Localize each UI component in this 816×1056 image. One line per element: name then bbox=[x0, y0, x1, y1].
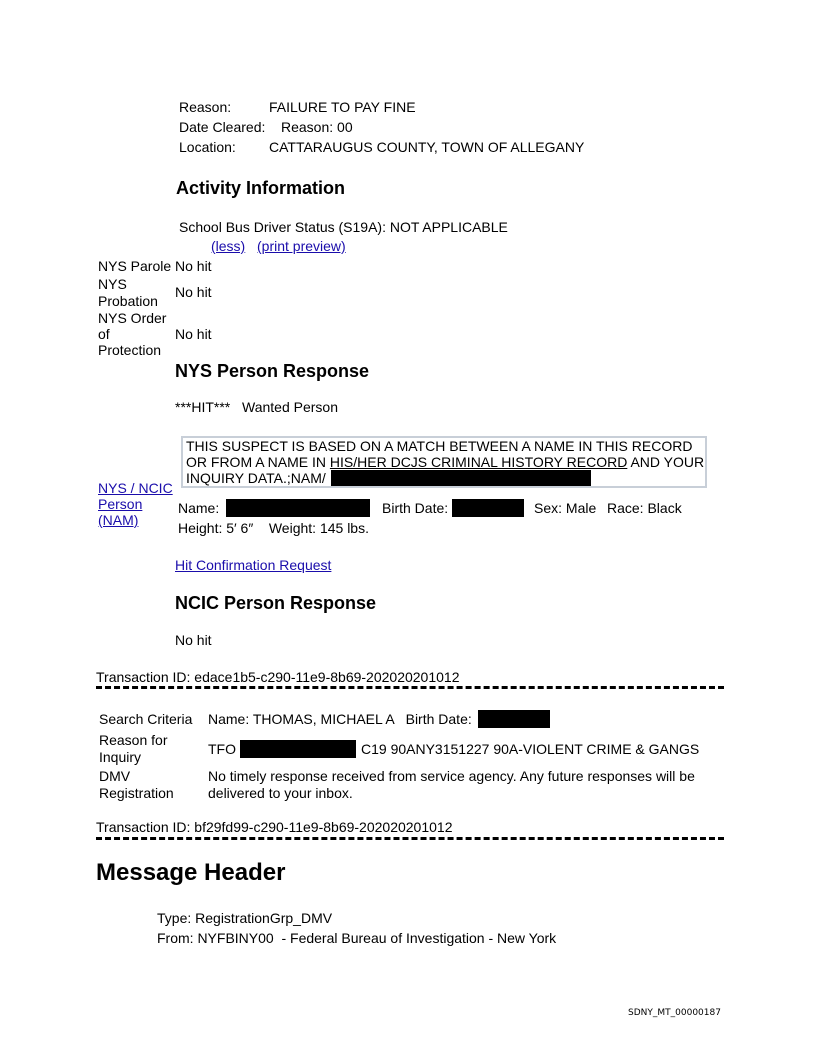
nys-parole-label: NYS Parole bbox=[98, 258, 172, 274]
match-notice-box bbox=[181, 436, 707, 488]
height-weight: Height: 5′ 6″ Weight: 145 lbs. bbox=[178, 520, 369, 536]
reason-for-inquiry-label: Reason for Inquiry bbox=[99, 732, 168, 765]
divider bbox=[96, 686, 724, 689]
transaction-id-2: Transaction ID: bf29fd99-c290-11e9-8b69-202020201012 bbox=[96, 819, 453, 835]
hit-confirmation-link[interactable]: Hit Confirmation Request bbox=[175, 557, 332, 573]
race-value: Race: Black bbox=[607, 500, 682, 516]
reason-for-inquiry-value: C19 90ANY3151227 90A-VIOLENT CRIME & GANGS bbox=[361, 741, 700, 757]
message-from: From: NYFBINY00 - Federal Bureau of Investigation - New York bbox=[157, 930, 557, 946]
date-cleared-value: Reason: 00 bbox=[281, 119, 353, 135]
nys-order-of-protection-label: NYS Order of Protection bbox=[98, 310, 167, 358]
nys-parole-result: No hit bbox=[175, 258, 212, 274]
date-cleared-label: Date Cleared: bbox=[179, 119, 266, 135]
school-bus-status: School Bus Driver Status (S19A): NOT APPLICABLE bbox=[179, 219, 508, 235]
birth-date-label: Birth Date: bbox=[382, 500, 449, 516]
divider bbox=[96, 837, 724, 840]
reason-for-inquiry-prefix: TFO bbox=[208, 741, 236, 757]
less-link[interactable]: (less) bbox=[211, 238, 246, 254]
redaction-bar bbox=[452, 499, 524, 517]
notice-line-1: THIS SUSPECT IS BASED ON A MATCH BETWEEN A NAME IN THIS RECORD bbox=[186, 438, 693, 454]
search-criteria-label: Search Criteria bbox=[99, 711, 193, 727]
notice-line-3: INQUIRY DATA.;NAM/ bbox=[186, 470, 326, 486]
hit-type: Wanted Person bbox=[242, 399, 338, 415]
redaction-bar bbox=[478, 710, 550, 728]
nys-person-heading: NYS Person Response bbox=[175, 361, 370, 381]
reason-label: Reason: bbox=[179, 99, 232, 115]
hit-tag: ***HIT*** bbox=[175, 399, 231, 415]
reason-value: FAILURE TO PAY FINE bbox=[269, 99, 416, 115]
nys-order-of-protection-result: No hit bbox=[175, 326, 212, 342]
redaction-bar bbox=[240, 740, 356, 758]
name-label: Name: bbox=[178, 500, 220, 516]
redaction-bar bbox=[331, 470, 591, 486]
redaction-bar bbox=[226, 499, 370, 517]
print-preview-link[interactable]: (print preview) bbox=[257, 238, 346, 254]
location-label: Location: bbox=[179, 139, 236, 155]
nys-ncic-person-link[interactable]: NYS / NCIC Person (NAM) bbox=[98, 480, 173, 528]
transaction-id-1: Transaction ID: edace1b5-c290-11e9-8b69-202020201012 bbox=[96, 669, 460, 685]
ncic-person-result: No hit bbox=[175, 632, 212, 648]
dmv-registration-value: No timely response received from service agency. Any future responses will be delivered to your inbox. bbox=[208, 768, 695, 801]
notice-line-2: OR FROM A NAME IN HIS/HER DCJS CRIMINAL HISTORY RECORD AND YOUR bbox=[186, 454, 705, 470]
sex-value: Sex: Male bbox=[534, 500, 597, 516]
dmv-registration-label: DMV Registration bbox=[99, 768, 174, 801]
ncic-person-heading: NCIC Person Response bbox=[175, 593, 377, 613]
bates-number: SDNY_MT_00000187 bbox=[628, 1008, 721, 1018]
nys-probation-result: No hit bbox=[175, 284, 212, 300]
search-criteria-value: Name: THOMAS, MICHAEL A Birth Date: bbox=[208, 711, 472, 727]
message-type: Type: RegistrationGrp_DMV bbox=[157, 910, 333, 926]
nys-probation-label: NYS Probation bbox=[98, 276, 158, 309]
activity-heading: Activity Information bbox=[176, 178, 346, 198]
location-value: CATTARAUGUS COUNTY, TOWN OF ALLEGANY bbox=[269, 139, 585, 155]
message-header-heading: Message Header bbox=[96, 859, 286, 886]
